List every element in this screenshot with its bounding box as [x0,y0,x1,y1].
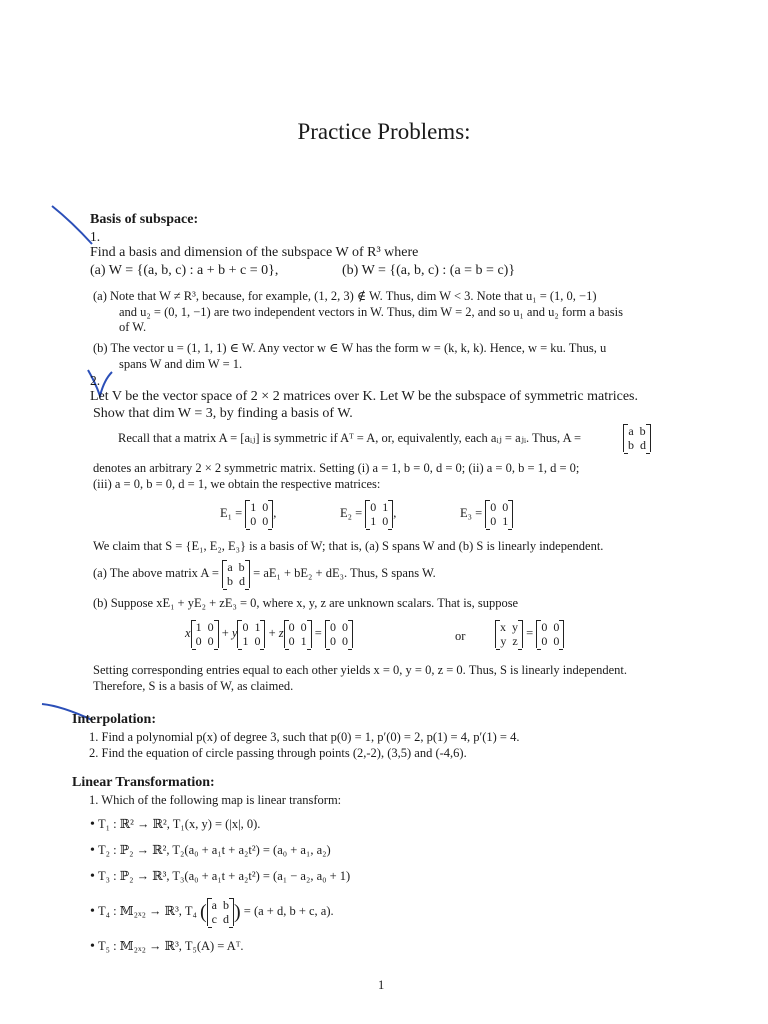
interpolation-item-2: 2. Find the equation of circle passing through points (2,-2), (3,5) and (-4,6). [89,746,467,760]
solution-2-iii: (iii) a = 0, b = 0, d = 1, we obtain the respective matrices: [93,477,381,491]
proof-part-b: (b) Suppose xE₁ + yE₂ + zE₃ = 0, where x, y, z are unknown scalars. That is, suppose [93,596,519,610]
matrix-equation-xyz: x y y z = 0 0 0 0 [495,620,564,648]
linear-question: 1. Which of the following map is linear transform: [89,793,342,807]
map-t3: • T₃ : ℙ₂ → ℝ³, T₃(a₀ + a₁t + a₂t²) = (a₁ − a₂, a₀ + 1) [90,869,351,884]
map-t5: • T₅ : 𝕄₂ₓ₂ → ℝ³, T₅(A) = Aᵀ. [90,939,244,954]
page-number: 1 [378,978,385,992]
pen-check-mark-1 [52,206,92,244]
problem-number-1: 1. [90,229,101,244]
solution-1a-line-3: of W. [119,320,147,334]
solution-1b-line-1: (b) The vector u = (1, 1, 1) ∈ W. Any vector w ∈ W has the form w = (k, k, k). Hence, w = ku. Thus, u [93,341,607,355]
section-heading-interpolation: Interpolation: [72,712,156,727]
claim-text: We claim that S = {E₁, E₂, E₃} is a basis of W; that is, (a) S spans W and (b) S is linearly independent. [93,539,604,553]
solution-1b-line-2: spans W and dim W = 1. [119,357,243,371]
matrix-e2: E₂ = 0 1 1 0 , [340,500,397,528]
matrix-e1: E₁ = 1 0 0 0 , [220,500,277,528]
solution-1a-line-1: (a) Note that W ≠ R³, because, for example, (1, 2, 3) ∉ W. Thus, dim W < 3. Note that u₁ = (1, 0, −1) [93,289,597,303]
problem-1-part-b: (b) W = {(a, b, c) : (a = b = c)} [342,263,516,278]
therefore-text: Therefore, S is a basis of W, as claimed. [93,679,294,693]
solution-2-denotes: denotes an arbitrary 2 × 2 symmetric matrix. Setting (i) a = 1, b = 0, d = 0; (ii) a = 0, b = 1, d = 0; [93,461,580,475]
problem-2-line-1: Let V be the vector space of 2 × 2 matrices over K. Let W be the subspace of symmetric matrices. [90,389,639,404]
map-t2: • T₂ : ℙ₂ → ℝ², T₂(a₀ + a₁t + a₂t²) = (a₀ + a₁, a₂) [90,843,331,858]
matrix-e3: E₃ = 0 0 0 1 [460,500,513,528]
solution-1a-line-2: and u₂ = (0, 1, −1) are two independent vectors in W. Thus, dim W = 2, and so u₁ and u₂ form a basis [119,305,623,319]
proof-part-a: (a) The above matrix A = a b b d = aE₁ + bE₂ + dE₃. Thus, S spans W. [93,560,436,588]
matrix-a-symmetric-full: a b b d [623,424,651,452]
solution-2-recall [118,430,581,446]
map-t1: • T₁ : ℝ² → ℝ², T₁(x, y) = (|x|, 0). [90,817,261,832]
linear-combination-equation: x 1 0 0 0 + y 0 1 1 0 + z 0 0 0 1 = 0 0 0 0 [185,620,353,648]
problem-1-part-a: (a) W = {(a, b, c) : a + b + c = 0}, [90,263,279,278]
problem-2-line-2: Show that dim W = 3, by finding a basis of W. [93,406,353,421]
map-t4: • T₄ : 𝕄₂ₓ₂ → ℝ³, T₄ ( a b c d ) = (a + d, b + c, a). [90,898,334,926]
problem-number-2: 2. [90,373,101,388]
interpolation-item-1: 1. Find a polynomial p(x) of degree 3, such that p(0) = 1, p′(0) = 2, p(1) = 4, p′(1) = 4. [89,730,520,744]
problem-1-statement: Find a basis and dimension of the subspace W of R³ where [90,245,419,260]
section-heading-linear-transformation: Linear Transformation: [72,775,215,790]
setting-text: Setting corresponding entries equal to each other yields x = 0, y = 0, z = 0. Thus, S is linearly independent. [93,663,628,677]
recall-text: Recall that a matrix A = [aᵢⱼ] is symmetric if Aᵀ = A, or, equivalently, each aᵢⱼ = aⱼᵢ. Thus, A = [118,431,582,445]
section-heading-basis: Basis of subspace: [90,212,199,227]
or-text: or [455,629,466,643]
page-title: Practice Problems: [297,119,471,144]
